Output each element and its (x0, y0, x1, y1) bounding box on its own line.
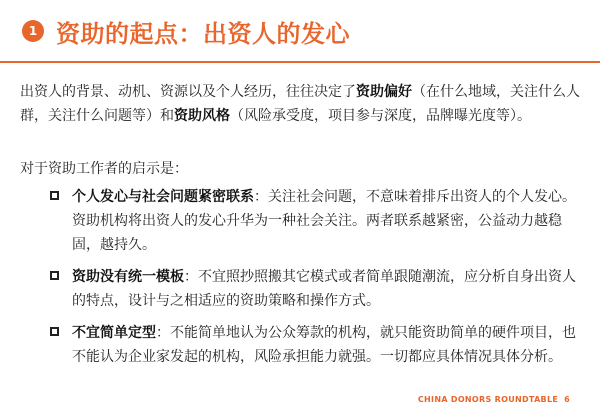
implications-list (50, 185, 580, 377)
point-text: ：关注社会问题，不意味着排斥出资人的个人发心。资助机构将出资人的发心升华为一种社会关注。两者联系越紧密，公益动力越稳固，越持久。 (72, 189, 576, 253)
list-item (50, 185, 580, 257)
intro-text-2: （在什么地域，关注什么人群，关注什么问题等）和 (20, 84, 580, 124)
slide-footer (418, 395, 570, 404)
intro-text-1: 出资人的背景、动机、资源以及个人经历，往往决定了 (20, 84, 356, 100)
implications-heading: 对于资助工作者的启示是： (20, 161, 188, 177)
square-bullet-icon (50, 327, 59, 336)
intro-text-3: （风险承受度，项目参与深度，品牌曝光度等）。 (230, 108, 531, 124)
point-title: 个人发心与社会问题紧密联系 (72, 189, 254, 205)
list-item (50, 265, 580, 313)
page-number: 6 (564, 395, 570, 404)
point-text: ：不宜照抄照搬其它模式或者简单跟随潮流，应分析自身出资人的特点，设计与之相适应的资助策略和操作方式。 (72, 269, 576, 309)
section-number-badge: 1 (22, 20, 44, 42)
list-item (50, 321, 580, 369)
intro-bold-preference: 资助偏好 (356, 84, 412, 100)
point-text: ：不能简单地认为公众筹款的机构，就只能资助简单的硬件项目，也不能认为企业家发起的机构，风险承担能力就强。一切都应具体情况具体分析。 (72, 325, 576, 365)
footer-brand: CHINA DONORS ROUNDTABLE (417, 395, 559, 404)
square-bullet-icon (50, 271, 59, 280)
slide-header (0, 0, 600, 62)
point-title: 资助没有统一模板 (72, 269, 184, 285)
header-divider (0, 61, 600, 63)
intro-paragraph (20, 80, 590, 128)
square-bullet-icon (50, 191, 59, 200)
point-title: 不宜简单定型 (72, 325, 156, 341)
slide-title: 资助的起点：出资人的发心 (56, 20, 350, 48)
intro-bold-style: 资助风格 (174, 108, 230, 124)
